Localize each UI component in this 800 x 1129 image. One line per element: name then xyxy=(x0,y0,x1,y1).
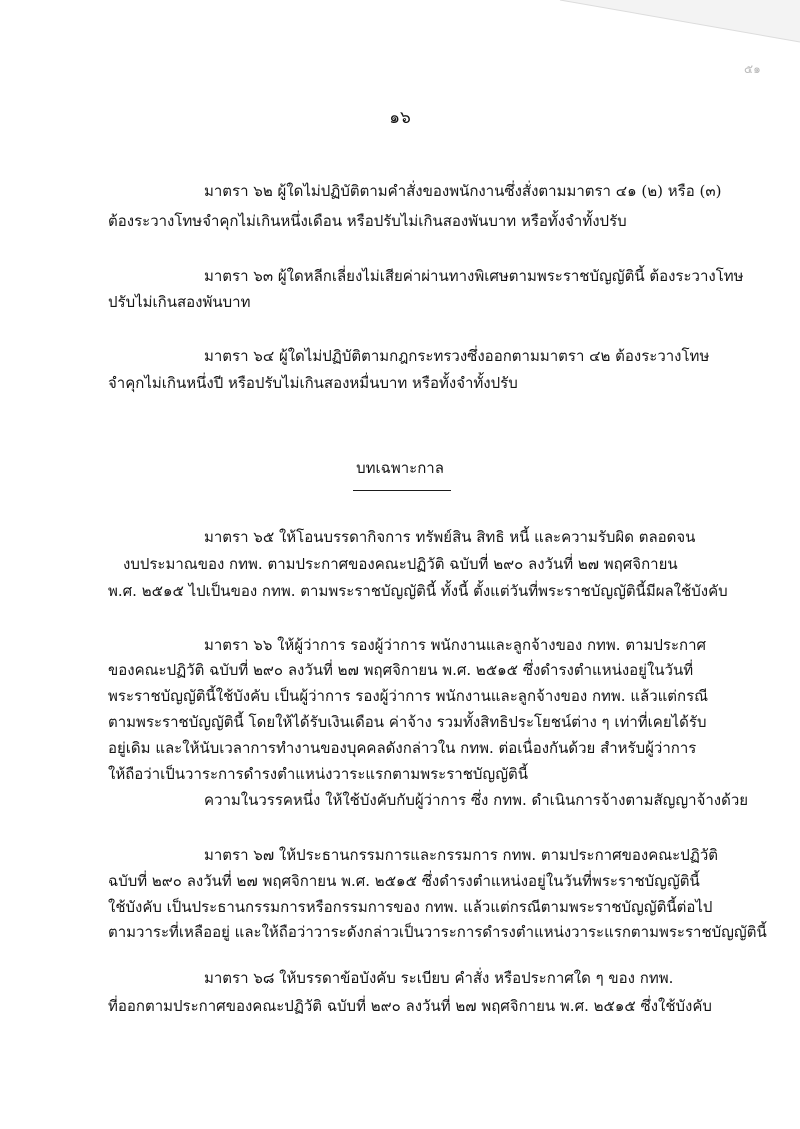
section-66-line-6: ให้ถือว่าเป็นวาระการดำรงตำแหน่งวาระแรกตามพระราชบัญญัตินี้ xyxy=(108,765,528,783)
section-66-line-5: อยู่เดิม และให้นับเวลาการทำงานของบุคคลดังกล่าวใน กทพ. ต่อเนื่องกันด้วย สำหรับผู้ว่าการ xyxy=(108,739,697,757)
section-68-line-1: มาตรา ๖๘ ให้บรรดาข้อบังคับ ระเบียบ คำสั่ง หรือประกาศใด ๆ ของ กทพ. xyxy=(204,969,674,987)
section-66-line-2: ของคณะปฏิวัติ ฉบับที่ ๒๙๐ ลงวันที่ ๒๗ พฤศจิกายน พ.ศ. ๒๕๑๕ ซึ่งดำรงตำแหน่งอยู่ในวันที่ xyxy=(108,661,694,679)
section-65-line-2: งบประมาณของ กทพ. ตามประกาศของคณะปฏิวัติ ฉบับที่ ๒๙๐ ลงวันที่ ๒๗ พฤศจิกายน xyxy=(123,555,678,573)
section-64-line-2: จำคุกไม่เกินหนึ่งปี หรือปรับไม่เกินสองหมื่นบาท หรือทั้งจำทั้งปรับ xyxy=(108,374,518,392)
section-67-line-3: ใช้บังคับ เป็นประธานกรรมการหรือกรรมการของ กทพ. แล้วแต่กรณีตามพระราชบัญญัตินี้ต่อไป xyxy=(108,898,713,916)
margin-pencil-mark: ๕๑ xyxy=(744,62,761,76)
section-62-line-1: มาตรา ๖๒ ผู้ใดไม่ปฏิบัติตามคำสั่งของพนักงานซึ่งสั่งตามมาตรา ๔๑ (๒) หรือ (๓) xyxy=(204,182,722,200)
section-67-line-2: ฉบับที่ ๒๙๐ ลงวันที่ ๒๗ พฤศจิกายน พ.ศ. ๒๕๑๕ ซึ่งดำรงตำแหน่งอยู่ในวันที่พระราชบัญญัตินี้ xyxy=(108,872,700,890)
section-62-line-2: ต้องระวางโทษจำคุกไม่เกินหนึ่งเดือน หรือปรับไม่เกินสองพันบาท หรือทั้งจำทั้งปรับ xyxy=(108,212,627,230)
section-66-line-7: ความในวรรคหนึ่ง ให้ใช้บังคับกับผู้ว่าการ ซึ่ง กทพ. ดำเนินการจ้างตามสัญญาจ้างด้วย xyxy=(204,791,749,809)
section-67-line-4: ตามวาระที่เหลืออยู่ และให้ถือว่าวาระดังกล่าวเป็นวาระการดำรงตำแหน่งวาระแรกตามพระราชบัญญัตินี้ xyxy=(108,923,767,941)
section-67-line-1: มาตรา ๖๗ ให้ประธานกรรมการและกรรมการ กทพ. ตามประกาศของคณะปฏิวัติ xyxy=(204,846,718,864)
section-65-line-1: มาตรา ๖๕ ให้โอนบรรดากิจการ ทรัพย์สิน สิทธิ หนี้ และความรับผิด ตลอดจน xyxy=(204,528,696,546)
heading-underline xyxy=(353,490,451,491)
section-64-line-1: มาตรา ๖๔ ผู้ใดไม่ปฏิบัติตามกฎกระทรวงซึ่งออกตามมาตรา ๔๒ ต้องระวางโทษ xyxy=(204,347,710,365)
section-66-line-4: ตามพระราชบัญญัตินี้ โดยให้ได้รับเงินเดือน ค่าจ้าง รวมทั้งสิทธิประโยชน์ต่าง ๆ เท่าที่เคยได้รับ xyxy=(108,713,707,731)
section-63-line-1: มาตรา ๖๓ ผู้ใดหลีกเลี่ยงไม่เสียค่าผ่านทางพิเศษตามพระราชบัญญัตินี้ ต้องระวางโทษ xyxy=(204,267,744,285)
section-66-line-3: พระราชบัญญัตินี้ใช้บังคับ เป็นผู้ว่าการ รองผู้ว่าการ พนักงานและลูกจ้างของ กทพ. แล้วแต่กรณี xyxy=(108,687,709,705)
section-68-line-2: ที่ออกตามประกาศของคณะปฏิวัติ ฉบับที่ ๒๙๐ ลงวันที่ ๒๗ พฤศจิกายน พ.ศ. ๒๕๑๕ ซึ่งใช้บังคับ xyxy=(108,997,712,1015)
section-63-line-2: ปรับไม่เกินสองพันบาท xyxy=(108,293,251,311)
transitional-heading: บทเฉพาะกาล xyxy=(356,459,444,477)
page-number: ๑๖ xyxy=(389,108,411,128)
section-66-line-1: มาตรา ๖๖ ให้ผู้ว่าการ รองผู้ว่าการ พนักงานและลูกจ้างของ กทพ. ตามประกาศ xyxy=(204,636,707,654)
section-65-line-3: พ.ศ. ๒๕๑๕ ไปเป็นของ กทพ. ตามพระราชบัญญัตินี้ ทั้งนี้ ตั้งแต่วันที่พระราชบัญญัตินี้มีผลใช้บังคับ xyxy=(108,582,728,600)
